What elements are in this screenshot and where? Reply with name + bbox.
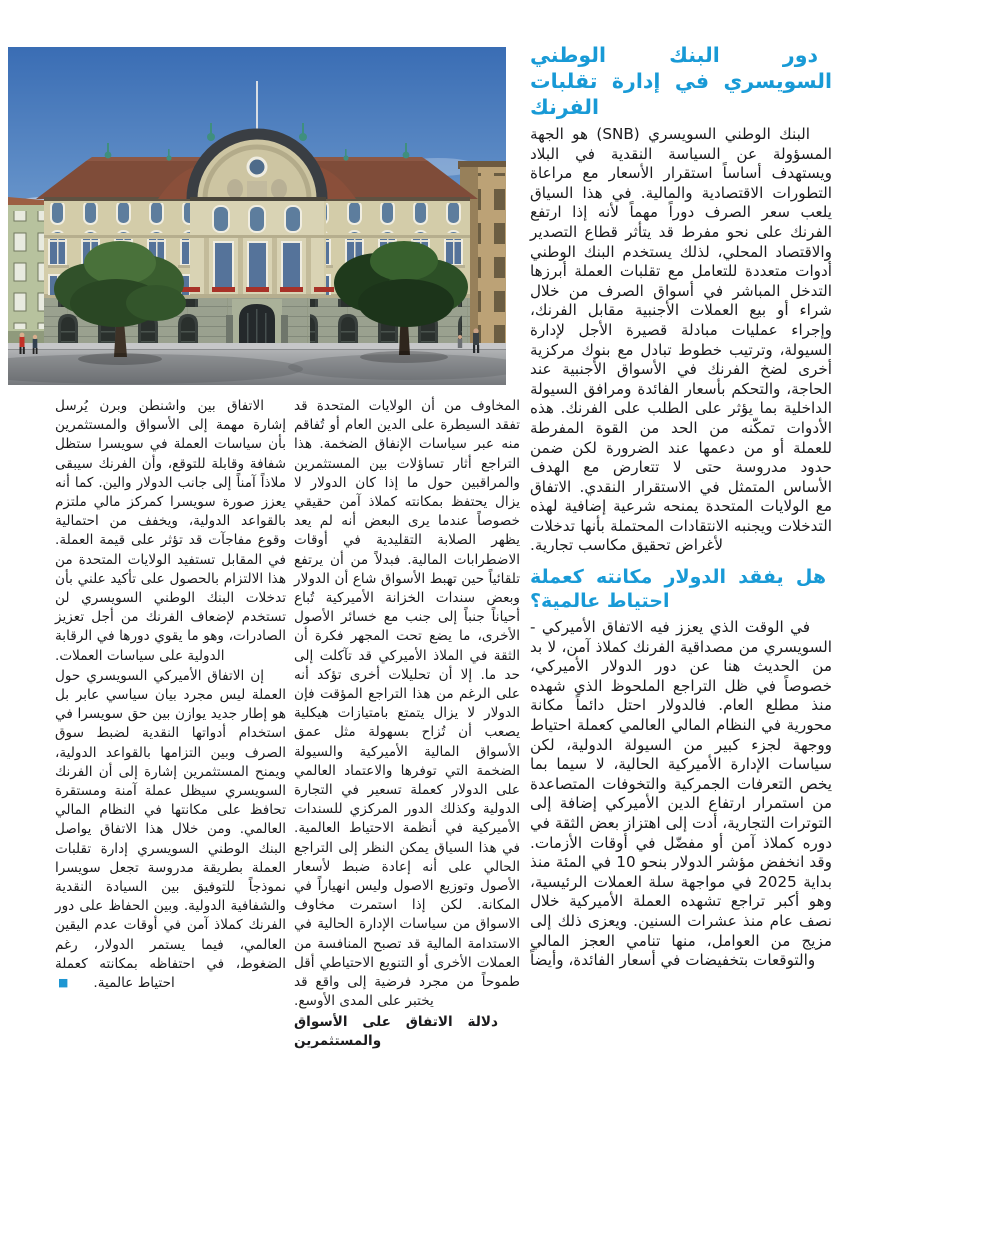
article-paragraph: في الوقت الذي يعزز فيه الاتفاق الأميركي - السويسري من مصداقية الفرنك كملاذ آمن، لا بد من الحديث هنا عن دور الدولار الأميركي، خصوصاً في ظل التراجع الملحوظ الذي شهده منذ مطلع العام. فالدولار احتل دائماً مكانة محورية في النظام المالي العالمي كعملة احتياط ووجهة لجزء كبير من السيولة الدولية، لكن سياسات الإدارة الأميركية الحالية، لا سيما بما يخص التعرفات الجمركية والتخوفات المتصاعدة من استمرار ارتفاع الدين الأميركي إضافة إلى التوترات التجارية، أدت إلى اهتزاز بعض الثقة في دوره كملاذ آمن أو مفضّل في أوقات الأزمات. وقد انخفض مؤشر الدولار بنحو 10 في المئة منذ بداية 2025 في مواجهة سلة العملات الرئيسية، وهو أكبر تراجع تشهده العملة الأميركية خلال نصف عام منذ عشرات السنين. ويعزى ذلك إلى مزيج من العوامل، منها تنامي العجز المالي والتوقعات بتخفيضات في أسعار الفائدة، وأيضاً	[530, 618, 832, 970]
attic-windows-center	[212, 205, 302, 233]
column-right	[530, 42, 832, 972]
article-paragraph: البنك الوطني السويسري (SNB) هو الجهة المسؤولة عن السياسة النقدية في البلاد ويستهدف أساساً استقرار الأسعار مع مراعاة التطورات الاقتصادية والمالية. في هذا السياق يلعب سعر الصرف دوراً مهماً لأنه إذا ارتفع الفرنك على نحو مفرط قد يتأثر قطاع التصدير والاقتصاد المحلي، لذلك يستخدم البنك الوطني أدوات متعددة للتعامل مع تقلبات العملة أبرزها التدخل المباشر في أسواق الصرف من خلال شراء أو بيع العملات الأجنبية مقابل الفرنك، وإجراء عمليات مبادلة قصيرة الأجل لإدارة السيولة، وترتيب خطوط تبادل مع بنوك مركزية أخرى لضخ الفرنك في الأسواق الأجنبية عند الحاجة، والتحكم بأسعار الفائدة ومرافق السيولة الداخلية بما يؤثر على الطلب على الفرنك. هذه الأدوات تمكّنه من الحد من القوة المفرطة للعملة أو من دعمها عند الضرورة لكن ضمن حدود مدروسة حتى لا تتعارض مع الهدف الأساس المتمثل في الاستقرار النقدي. الاتفاق مع الولايات المتحدة يمنحه شرعية إضافية لهذه التدخلات ويجنبه الانتقادات المحتملة بأنها تدخلات لأغراض تحقيق مكاسب تجارية.	[530, 125, 832, 555]
bank-building-illustration	[8, 47, 506, 385]
article-headline: دور البنك الوطني السويسري في إدارة تقلبات الفرنك	[530, 43, 832, 119]
article-paragraph: المخاوف من أن الولايات المتحدة قد تفقد السيطرة على الدين العام أو تُفاقم منه عبر سياسات الإنفاق الضخمة. هذا التراجع أثار تساؤلات بين المستثمرين والمراقبين حول ما إذا كان الدولار لا يزال يحتفظ بمكانته كملاذ آمن حقيقي خصوصاً عندما يرى البعض أنه لم يعد يظهر الصلابة التقليدية في أوقات الاضطرابات المالية. فبدلاً من أن يرتفع تلقائياً حين تهبط الأسواق شاع أن الدولار وبعض سندات الخزانة الأميركية تُباع أحياناً جنباً إلى جنب مع خسائر الأصول الأخرى، ما يضع تحت المجهر فكرة أن الثقة في الملاذ الأميركي قد تآكلت إلى حد ما. إلا أن تحليلات أخرى تؤكد أنه على الرغم من هذا التراجع المؤقت فإن الدولار لا يزال يتمتع بامتيازات هيكلية يصعب أن تُزاح بسهولة مثل عمق الأسواق المالية الأميركية والسيولة الضخمة التي توفرها والاعتماد العالمي على الدولار كعملة تسعير في التجارة الدولية وكذلك الدور المركزي للسندات الأميركية في أنظمة الاحتياط العالمية. في هذا السياق يمكن النظر إلى التراجع الحالي على أنه إعادة ضبط لأسعار الأصول وتوزيع الاصول وليس انهياراً في المكانة. لكن إذا استمرت مخاوف الاسواق من سياسات الإدارة الحالية في الاستدامة المالية قد تصبح المنافسة من العملات الأخرى أو التنويع الاحتياطي أقل طموحاً من مجرد فرضية إلى واقع قد يختبر على المدى الأوسع.	[294, 398, 520, 1010]
article-paragraph-text: إن الاتفاق الأميركي السويسري حول العملة ليس مجرد بيان سياسي عابر بل هو إطار جديد يوازن بين حق سويسرا في استخدام أدواتها النقدية لضبط سوق الصرف وبين التزامها بالقواعد الدولية، ويمنح المستثمرين إشارة إلى أن الفرنك السويسري سيظل عملة آمنة ومستقرة تحافظ على مكانتها في النظام المالي العالمي. ومن خلال هذا الاتفاق يواصل البنك الوطني السويسري إدارة تقلبات العملة بطريقة مدروسة تجعل سويسرا نموذجاً للتوفيق بين السيادة النقدية والشفافية الدولية. وبين الحفاظ على دور الفرنك كملاذ آمن في أوقات عدم اليقين العالمي، فيما يستمر الدولار، رغم الضغوط، في احتفاظه بمكانته كعملة احتياط عالمية.	[55, 667, 286, 992]
article-subheadline: هل يفقد الدولار مكانته كعملة احتياط عالمية؟	[530, 566, 826, 613]
bank-building-photo	[8, 47, 506, 385]
article-paragraph: الاتفاق بين واشنطن وبرن يُرسل إشارة مهمة إلى الأسواق والمستثمرين بأن سياسات العملة في سويسرا ستظل شفافة وقابلة للتوقع، وأن الفرنك سيبقى ملاذاً آمناً إلى جانب الدولار والين. كما أنه يعزز صورة سويسرا كمركز مالي ملتزم بالقواعد الدولية، ويخفف من احتمالية وقوع مفاجآت قد تؤثر على قيمة العملة. في المقابل تستفيد الولايات المتحدة من هذا الالتزام بالحصول على تأكيد علني بأن تدخلات البنك الوطني السويسري لن تستخدم لإضعاف الفرنك من أجل تعزيز الصادرات، وهو ما يقوي دورها في الرقابة الدولية على سياسات العملات.	[55, 398, 286, 664]
street	[8, 343, 506, 385]
attic-windows-right	[326, 203, 468, 233]
main-windows-center	[213, 241, 302, 291]
attic-windows-left	[48, 203, 190, 233]
column-middle	[294, 397, 520, 1052]
article-paragraph	[55, 667, 286, 993]
end-of-article-square: ■	[58, 976, 69, 990]
column-left	[55, 397, 286, 994]
section-leadin: دلالة الاتفاق على الأسواق والمستثمرين	[294, 1013, 498, 1049]
